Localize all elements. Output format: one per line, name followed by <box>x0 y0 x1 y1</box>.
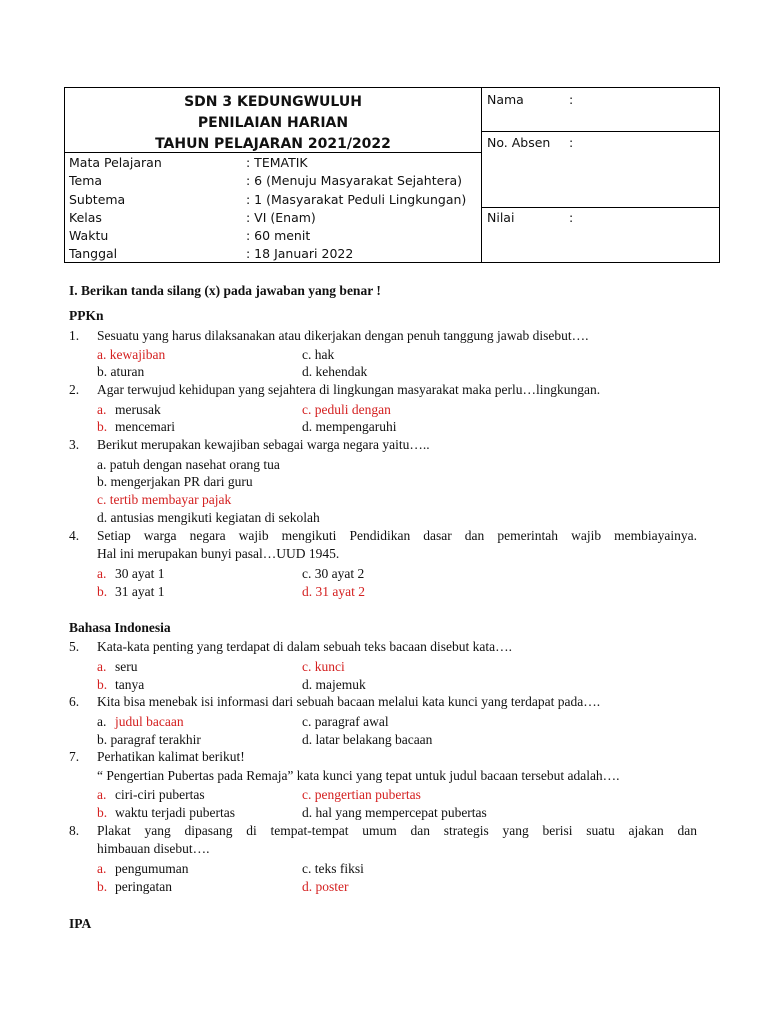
option-d[interactable]: d. mempengaruhi <box>302 419 397 434</box>
school-title <box>65 92 481 155</box>
exam-title: PENILAIAN HARIAN <box>197 115 349 131</box>
option-a-letter: a. <box>97 566 107 581</box>
option-c-answer[interactable]: c. pengertian pubertas <box>302 787 421 802</box>
option-d[interactable]: d. hal yang mempercepat pubertas <box>302 805 487 820</box>
option-a-letter: a. <box>97 659 107 674</box>
option-c[interactable]: c. 30 ayat 2 <box>302 566 365 581</box>
option-a[interactable]: merusak <box>115 402 161 417</box>
option-c[interactable]: c. hak <box>302 347 335 362</box>
option-c[interactable]: c. paragraf awal <box>302 714 389 729</box>
absen-field[interactable]: No. Absen : <box>487 135 574 150</box>
option-d[interactable]: d. latar belakang bacaan <box>302 732 433 747</box>
divider <box>481 131 720 132</box>
score-field[interactable]: Nilai : <box>487 210 574 225</box>
option-b-letter: b. <box>97 584 108 599</box>
option-a-letter: a. <box>97 861 107 876</box>
option-b[interactable]: b. aturan <box>97 364 145 379</box>
question-number: 1. <box>69 328 80 343</box>
option-c-answer[interactable]: c. kunci <box>302 659 345 674</box>
option-a-answer[interactable]: a. kewajiban <box>97 347 166 362</box>
option-d-answer[interactable]: d. poster <box>302 879 349 894</box>
question-text: Sesuatu yang harus dilaksanakan atau dikerjakan dengan penuh tanggung jawab disebut…. <box>97 328 589 343</box>
section-bahasa-indonesia: Bahasa Indonesia <box>69 620 171 635</box>
question-number: 3. <box>69 437 80 452</box>
option-b[interactable]: 31 ayat 1 <box>115 584 165 599</box>
question-text: Kita bisa menebak isi informasi dari sebuah bacaan melalui kata kunci yang terdapat pada…. <box>97 694 601 709</box>
option-d[interactable]: d. majemuk <box>302 677 366 692</box>
option-d-answer[interactable]: d. 31 ayat 2 <box>302 584 365 599</box>
option-d[interactable]: d. antusias mengikuti kegiatan di sekolah <box>97 510 320 525</box>
question-number: 7. <box>69 749 80 764</box>
option-a-letter: a. <box>97 714 107 729</box>
option-a-letter: a. <box>97 402 107 417</box>
option-b[interactable]: b. paragraf terakhir <box>97 732 201 747</box>
option-a[interactable]: pengumuman <box>115 861 189 876</box>
name-field[interactable]: Nama : <box>487 92 574 107</box>
option-b[interactable]: waktu terjadi pubertas <box>115 805 235 820</box>
header-table: SDN 3 KEDUNGWULUH PENILAIAN HARIAN TAHUN PELAJARAN 2021/2022 Mata Pelajaran : TEMATIK Tema : 6 (Menuju Masyarakat Sejahtera) Subtema : 1 (Masyarakat Peduli Lingkungan) Kelas : VI (Enam) Waktu : 60 menit Tanggal : 18 Januari 2022 Nama : No. Absen : Nilai : <box>64 87 720 263</box>
question-number: 4. <box>69 528 80 543</box>
option-d[interactable]: d. kehendak <box>302 364 368 379</box>
question-number: 5. <box>69 639 80 654</box>
option-a[interactable]: ciri-ciri pubertas <box>115 787 205 802</box>
question-number: 2. <box>69 382 80 397</box>
question-text: Hal ini merupakan bunyi pasal…UUD 1945. <box>97 546 340 561</box>
divider <box>481 88 482 263</box>
question-text: “ Pengertian Pubertas pada Remaja” kata kunci yang tepat untuk judul bacaan tersebut adalah…. <box>97 768 620 783</box>
school-name: SDN 3 KEDUNGWULUH <box>184 94 362 110</box>
divider <box>481 207 720 208</box>
question-text: Berikut merupakan kewajiban sebagai warga negara yaitu….. <box>97 437 430 452</box>
option-a[interactable]: seru <box>115 659 138 674</box>
question-text: Setiap warga negara wajib mengikuti Pendidikan dasar dan pemerintah wajib membiayainya. <box>97 528 697 543</box>
question-text: himbauan disebut…. <box>97 841 210 856</box>
option-c-answer[interactable]: c. tertib membayar pajak <box>97 492 232 507</box>
option-a[interactable]: 30 ayat 1 <box>115 566 165 581</box>
question-text: Perhatikan kalimat berikut! <box>97 749 245 764</box>
section-ipa: IPA <box>69 916 92 931</box>
instruction: I. Berikan tanda silang (x) pada jawaban yang benar ! <box>69 283 381 298</box>
option-b-letter: b. <box>97 677 108 692</box>
option-b[interactable]: mencemari <box>115 419 175 434</box>
option-b[interactable]: tanya <box>115 677 145 692</box>
question-text: Kata-kata penting yang terdapat di dalam sebuah teks bacaan disebut kata…. <box>97 639 512 654</box>
option-c-answer[interactable]: c. peduli dengan <box>302 402 391 417</box>
option-a-letter: a. <box>97 787 107 802</box>
school-year: TAHUN PELAJARAN 2021/2022 <box>155 136 391 152</box>
option-b-letter: b. <box>97 805 108 820</box>
option-a-answer[interactable]: judul bacaan <box>115 714 184 729</box>
question-text: Agar terwujud kehidupan yang sejahtera di lingkungan masyarakat maka perlu…lingkungan. <box>97 382 601 397</box>
question-number: 8. <box>69 823 80 838</box>
option-a[interactable]: a. patuh dengan nasehat orang tua <box>97 457 280 472</box>
question-number: 6. <box>69 694 80 709</box>
question-text: Plakat yang dipasang di tempat-tempat umum dan strategis yang berisi suatu ajakan dan <box>97 823 697 838</box>
section-ppkn: PPKn <box>69 308 104 323</box>
option-b-letter: b. <box>97 879 108 894</box>
option-c[interactable]: c. teks fiksi <box>302 861 364 876</box>
option-b[interactable]: peringatan <box>115 879 172 894</box>
option-b[interactable]: b. mengerjakan PR dari guru <box>97 474 253 489</box>
option-b-letter: b. <box>97 419 108 434</box>
